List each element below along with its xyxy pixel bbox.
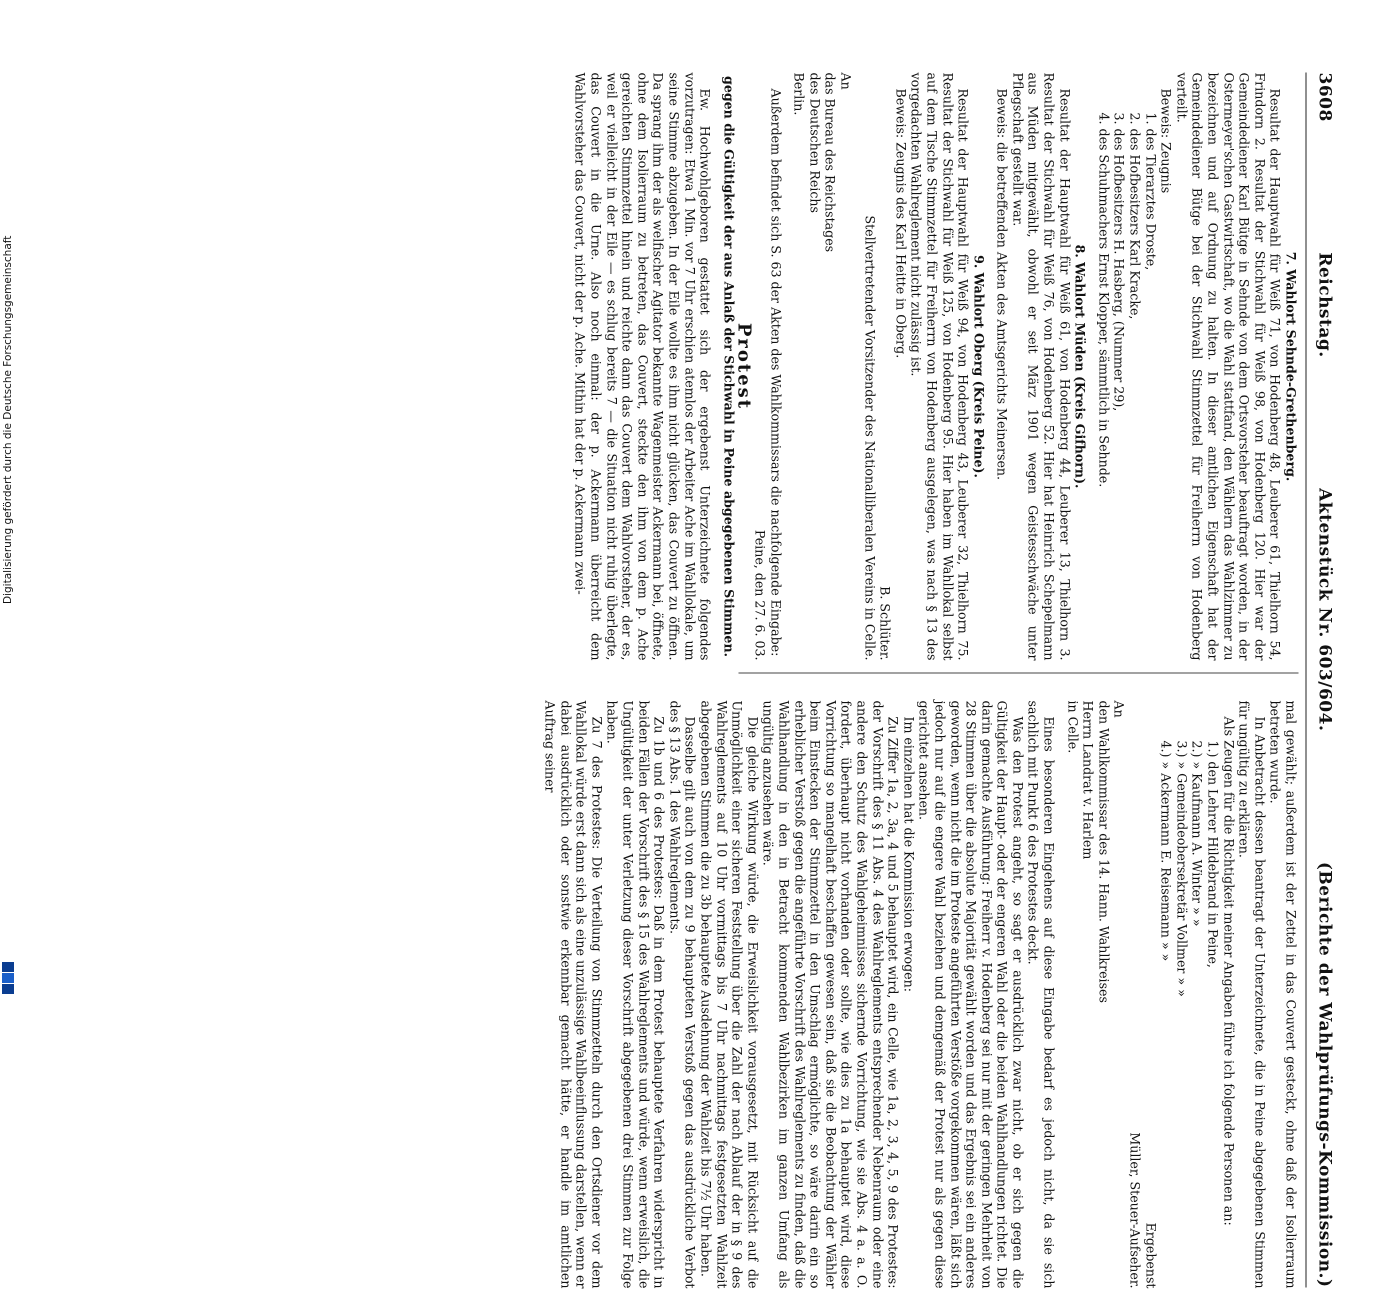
address-line: An [838,72,854,90]
paragraph: In Anbetracht dessen beantragt der Unterzeichnete, die in Peine abgegebenen Stimmen für ungültig zu erklären. [1236,700,1268,1289]
paragraph: Was den Protest angeht, so sagt er ausdrücklich zwar nicht, ob er sich gegen die Gültigkeit der Haupt- oder der engeren Wahl oder die beiden Wahlhandlungen richtet. Die darin gemachte Ausführung: Freiherr v. Hodenberg sei nur mit der geringen Mehrheit von 28 Stimmen über die absolute Majorität gewählt worden und das Ergebnis sei ein anderes geworden, wenn nicht die im Proteste angeführten Verstöße vorgekommen wären, läßt sich jedoch nur auf die engere Wahl beziehen und demgemäß der Protest nur als gegen diese gerichtet ansehen. [916,700,1026,1289]
header-institution: Reichstag. [1314,252,1335,358]
paragraph: Zu Ziffer 1a, 2, 3a, 4 und 5 behauptet wird, ein Celle, wie 1a, 2, 3, 4, 5, 9 des Protestes: der Vorschrift des § 11 Abs. 4 des Wahlreglements entsprechender Nebenraum oder eine andere den Schutz des Wahlgeheimnisses sichernde Vorrichtung, wie sie Abs. 4 a. a. O. fordert, überhaupt nicht vorhanden oder sollte, wie dies zu 1a behauptet wird, diese Vorrichtung so mangelhaft beschaffen gewesen sein, daß sie die Beobachtung der Wähler beim Einstecken der Stimmzettel in den Umschlag ermöglichte, so wäre darin ein so erheblicher Verstoß gegen die angeführte Vorschrift des Wahlreglements zu finden, daß die Wahlhandlung in den in Betracht kommenden Wahlbezirken im ganzen Umfang als ungültig anzusehen wäre. [760,700,901,1289]
evidence-label: Beweis: Zeugnis [1158,88,1174,194]
right-column [542,701,1299,1289]
address-line: Berlin. [791,72,807,116]
protest-title: Protest [733,322,755,411]
signature-name: Müller, Steuer-Aufseher. [1127,1132,1143,1289]
left-column [572,73,1298,661]
paragraph: Zu 7 des Protestes: Die Verteilung von Stimmzetteln durch den Ortsdiener vor dem Wahllokal würde erst dann sich als eine unzulässige Wahlbeeinflussung darstellen, wenn er dabei ausdrücklich oder sonstwie erkennbar gemacht hätte, er handle im amtlichen Auftrag seiner [542,700,605,1289]
paragraph: Im einzelnen hat die Kommission erwogen: [901,716,917,992]
address-line: An [1111,700,1127,718]
address-line: den Wahlkommissar des 14. Hann. Wahlkreises [1096,700,1112,1003]
place-date: Peine, den 27. 6. 03. [752,529,768,661]
column-divider [739,673,1299,674]
address-line: Herrn Landrat v. Harlem [1080,700,1096,860]
header-document: Aktenstück Nr. 603/604. [1314,488,1335,732]
witness-list [1096,73,1158,661]
paragraph: Die gleiche Wirkung würde, die Erweislichkeit vorausgesetzt, mit Rücksicht auf die Unmöglichkeit einer sicheren Feststellung über die Zahl der nach Ablauf der in § 9 des Wahlreglements auf 10 Uhr vormittags bis 7 Uhr nachmittags festgesetzten Wahlzeit abgegebenen Stimmen die zu 3b behauptete Ausdehnung der Wahlzeit bis 7½ Uhr haben. [698,700,761,1289]
paragraph: Beweis: Zeugnis des Karl Heitte in Oberg. [893,88,909,359]
paragraph: Resultat der Hauptwahl für Weiß 61, von Hodenberg 44, Leuberer 13, Thielhorn 3. Resultat der Stichwahl für Weiß 76, von Hodenberg 52. Hier hat Heinrich Schepelmann aus Müden mitgewählt, obwohl er seit März 1901 wegen Geistesschwäche unter Pflegschaft gestellt war. [1010,72,1073,661]
address-line: in Celle. [1065,700,1081,754]
header-rule [1306,73,1307,1288]
witness-list [1158,701,1220,1289]
paragraph: Zu 1b und 6 des Protestes: Daß in dem Protest behauptete Verfahren widerspricht in beiden Fällen der Vorschrift des § 15 des Wahlreglements und würde, wenn erweislich, die Ungültigkeit der unter Verletzung dieser Vorschrift abgegebenen drei Stimmen zur Folge haben. [604,700,667,1289]
scanned-page [0,1,1383,1289]
list-item: 4. des Schuhmachers Ernst Klopper, sämmtlich in Sehnde. [1096,112,1112,488]
paragraph: Resultat der Hauptwahl für Weiß 94, von Hodenberg 43, Leuberer 32, Thielhorn 75. Resultat der Stichwahl für Weiß 125, von Hodenberg 95. Hier haben im Wahllokal selbst auf dem Tische Stimmzettel für Freiherrn von Hodenberg ausgelegen, was nach § 13 des vorgedachten Wahlreglement nicht zulässig ist. [908,72,971,661]
paragraph: mal gewählt; außerdem ist der Zettel in das Couvert gesteckt, ohne daß der Isolierraum betreten wurde. [1267,700,1299,1289]
dfg-logo-icon [2,962,14,994]
digitization-credit: Digitalisierung gefördert durch die Deutsche Forschungsgemeinschaft [2,235,14,604]
paragraph: Beweis: die betreffenden Akten des Amtsgerichts Meinersen. [994,88,1010,481]
paragraph: Eines besonderen Eingehens auf diese Eingabe bedarf es jedoch nicht, da sie sich sachlich mit Punkt 6 des Protestes deckt. [1026,700,1057,1289]
page-header [1313,73,1335,1288]
address-line: des Deutschen Reichs [807,72,823,213]
list-item: 4.) » Ackermann E. Reisemann » » [1158,740,1174,962]
list-item: 3. des Hofbesitzers H. Hasberg, (Nummer 29), [1111,112,1127,412]
signature-closing: Ergebenst [1143,1222,1159,1289]
list-item: 3.) » Gemeindeobersekretär Vollmer » » [1174,740,1190,997]
paragraph: Außerdem befindet sich S. 63 der Akten des Wahlkommissars die nachfolgende Eingabe: [768,88,784,657]
protest-subtitle: gegen die Gültigkeit der aus Anlaß der Stichwahl in Peine abgegebenen Stimmen. [721,76,737,657]
paragraph: Resultat der Hauptwahl für Weiß 71, von Hodenberg 48, Leuberer 61, Thielhorn 54, Frindorn 2. Resultat der Stichwahl für Weiß 98, von Hodenberg 120. Hier war der Gemeindediener Karl Bütge in Sehnde von dem Ortsvorsteher beauftragt worden, in der Ostermeyer'schen Gastwirtschaft, wo die Wahl stattfand, den Wählern das Wahlzimmer zu bezeichnen und auf Ordnung zu halten. In dieser amtlichen Eigenschaft hat der Gemeindediener Bütge bei der Stichwahl Stimmzettel für Freiherrn von Hodenberg verteilt. [1174,72,1283,661]
address-line: das Bureau des Reichstages [822,72,838,253]
header-section: (Berichte der Wahlprüfungs-Kommission.) [1314,861,1335,1288]
list-item: 2.) » Kaufmann A. Winter » » [1189,740,1205,927]
paragraph: Als Zeugen für die Richtigkeit meiner Angaben führe ich folgende Personen an: [1221,716,1237,1226]
signature-title: Stellvertretender Vorsitzender des Nationalliberalen Vereins in Celle. [862,215,878,661]
list-item: 1. des Tierarztes Droste, [1143,112,1159,271]
list-item: 1.) den Lehrer Hildebrand in Peine, [1205,740,1221,968]
page-number: 3608 [1314,72,1335,122]
section-heading-9: 9. Wahlort Oberg (Kreis Peine). [971,255,987,478]
paragraph: Ew. Hochwohlgeboren gestattet sich der ergebenst Unterzeichnete folgendes vorzutragen: Etwa 1 Min. vor 7 Uhr erschien atemlos der Arbeiter Ache im Wahllokale, um seine Stimme abzugeben. In der Eile wollte es ihm nicht glücken, das Couvert zu öffnen. Da sprang ihm der als welfischer Agitator bekannte Wagenmeister Ackermann bei, öffnete, ohne dem Isolierraum zu betreten, das Couvert, steckte den ihm von dem p. Ache gereichten Stimmzettel hinein und reichte dann das Couvert dem Wahlvorsteher, der es, weil er vielleicht in der Eile — es schlug bereits 7 — die Situation nicht ruhig überlegte, das Couvert in die Urne. Also noch einmal: der p. Ackermann überreicht dem Wahlvorsteher das Couvert, nicht der p. Ache. Mithin hat der p. Ackermann zwei- [572,72,713,661]
section-heading-7: 7. Wahlort Sehnde-Grethenberg. [1283,251,1299,482]
list-item: 2. des Hofbesitzers Karl Kracke, [1127,112,1143,320]
section-heading-8: 8. Wahlort Müden (Kreis Gifhorn). [1072,244,1088,489]
paragraph: Dasselbe gilt auch von dem zu 9 behaupteten Verstoß gegen das ausdrückliche Verbot des § 13 Abs. 1 des Wahlreglements. [667,700,698,1289]
signature-name: B. Schlüter. [877,586,893,661]
